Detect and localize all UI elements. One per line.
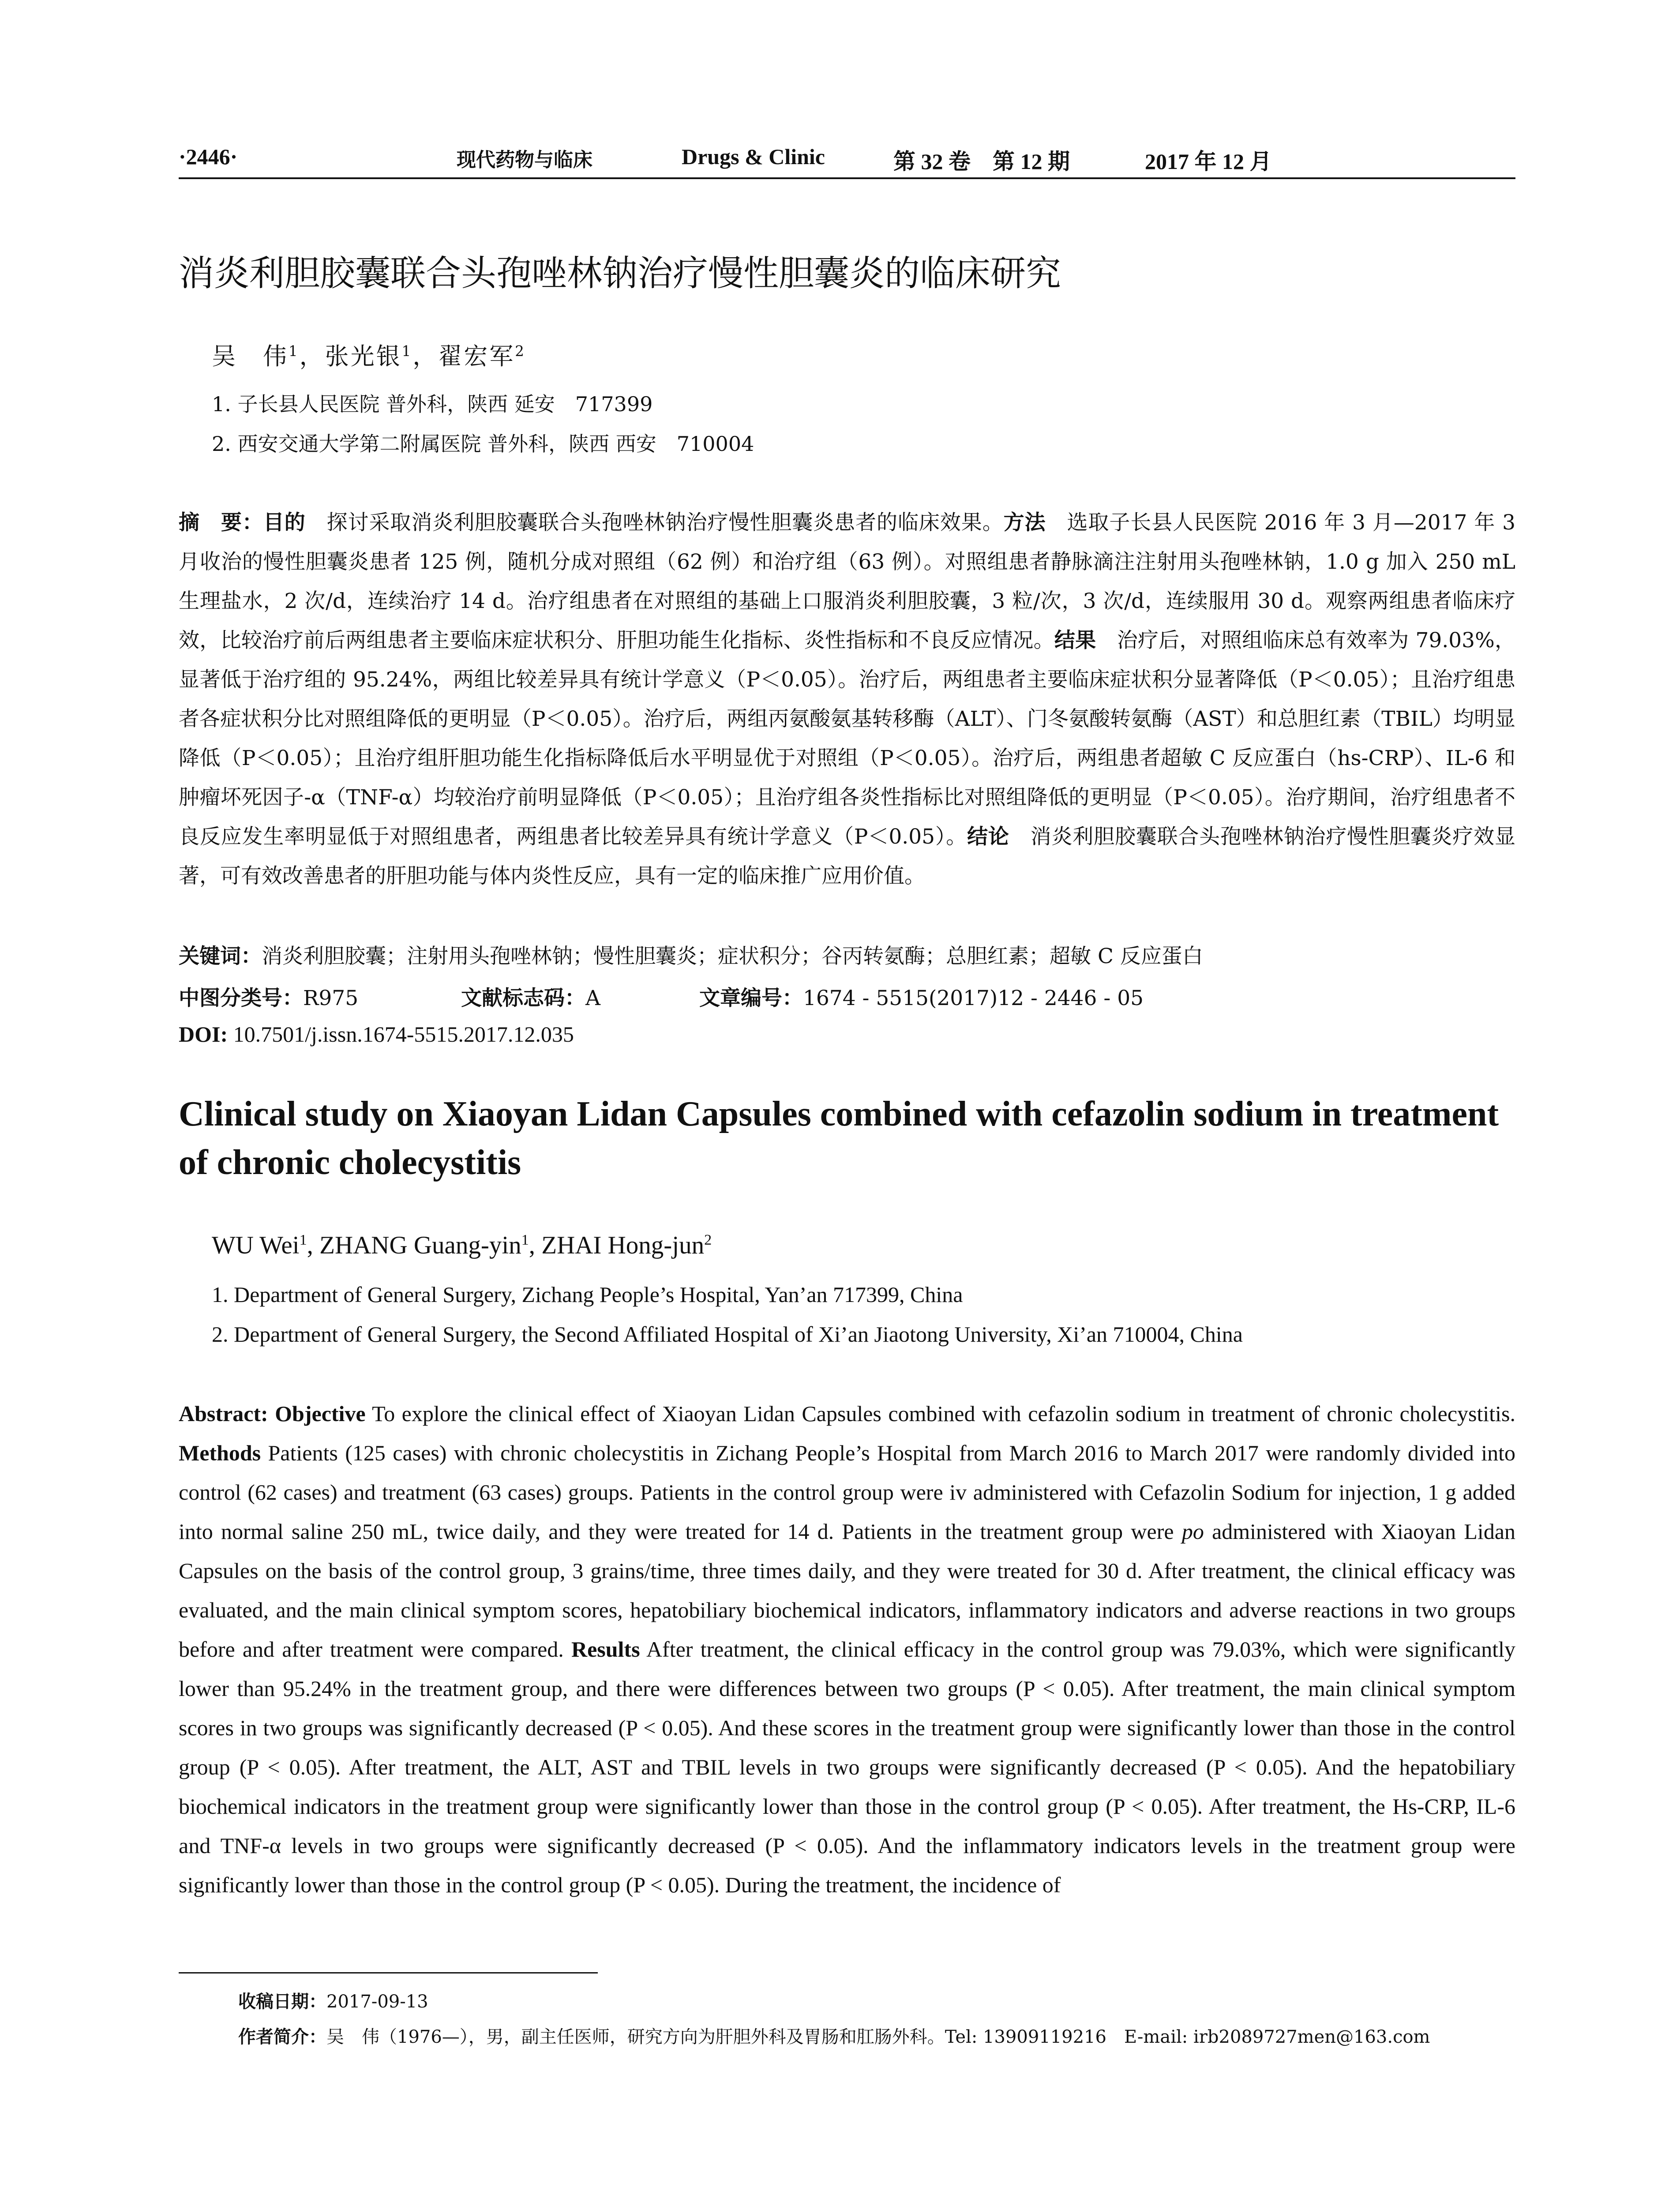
author-name: 吴 伟 <box>212 342 289 370</box>
author-bio-label: 作者简介： <box>238 2027 326 2047</box>
objective-label: Objective <box>275 1401 366 1426</box>
document-code <box>461 982 600 1011</box>
page-number: ·2446· <box>179 144 238 169</box>
doi-value: 10.7501/j.issn.1674-5515.2017.12.035 <box>228 1022 574 1047</box>
authors-cn <box>212 338 526 371</box>
conclusion-label: 结论 <box>967 825 1009 849</box>
author-affiliation-mark: 2 <box>515 343 526 360</box>
received-label: 收稿日期： <box>238 1992 326 2012</box>
methods-label: Methods <box>179 1441 261 1465</box>
document-code-label: 文献标志码： <box>461 986 585 1010</box>
methods-text-continued: administered with Xiaoyan Lidan Capsules on the basis of the control group, 3 grains/time, three times daily, and they were treated for 30 d. After treatment, the clinical efficacy was evaluated, and the main clinical symptom scores, hepatobiliary biochemical indicators, inflammatory indicators and adverse reactions in two groups before and after treatment were compared. <box>179 1519 1516 1662</box>
objective-text: To explore the clinical effect of Xiaoyan Lidan Capsules combined with cefazolin sodium in treatment of chronic cholecystitis. <box>365 1401 1515 1426</box>
author-separator: , <box>529 1231 542 1259</box>
header-rule <box>179 177 1515 179</box>
author-name: ZHANG Guang-yin <box>319 1231 521 1259</box>
abstract-en <box>179 1394 1515 1905</box>
title-cn: 消炎利胆胶囊联合头孢唑林钠治疗慢性胆囊炎的临床研究 <box>179 253 1061 294</box>
title-en: Clinical study on Xiaoyan Lidan Capsules combined with cefazolin sodium in treatment of chronic cholecystitis <box>179 1095 1499 1182</box>
methods-label: 方法 <box>1003 510 1046 535</box>
author-affiliation-mark: 1 <box>521 1232 529 1248</box>
issue-date: 2017 年 12 月 <box>1145 149 1272 174</box>
author-name: 翟宏军 <box>438 342 515 370</box>
results-text: After treatment, the clinical efficacy in the control group was 79.03%, which were significantly lower than 95.24% in the treatment group, and there were differences between two groups (P < 0.05). After treatment, the main clinical symptom scores in two groups was significantly decreased (P < 0.05). And these scores in the treatment group were significantly lower than those in the control group (P < 0.05). After treatment, the ALT, AST and TBIL levels in two groups were significantly decreased (P < 0.05). And the hepatobiliary biochemical indicators in the treatment group were significantly lower than those in the control group (P < 0.05). After treatment, the Hs-CRP, IL-6 and TNF-α levels in two groups were significantly decreased (P < 0.05). And the inflammatory indicators levels in the treatment group were significantly lower than those in the control group (P < 0.05). During the treatment, the incidence of <box>179 1637 1516 1897</box>
keywords-cn <box>179 940 1203 969</box>
author-affiliation-mark: 2 <box>704 1232 712 1248</box>
abstract-cn <box>179 503 1515 896</box>
running-header <box>179 140 1515 177</box>
doi-label: DOI: <box>179 1022 228 1047</box>
author-name: ZHAI Hong-jun <box>541 1231 705 1259</box>
author-bio: 吴 伟（1976—），男，副主任医师，研究方向为肝胆外科及胃肠和肛肠外科。Tel: 13909119216 E-mail: irb2089727men@163.com <box>326 2027 1430 2047</box>
conclusion-text: 消炎利胆胶囊联合头孢唑林钠治疗慢性胆囊炎疗效显著，可有效改善患者的肝胆功能与体内炎性反应，具有一定的临床推广应用价值。 <box>179 825 1516 888</box>
received-date: 2017-09-13 <box>326 1992 428 2012</box>
author-separator: ， <box>299 342 325 370</box>
results-label: Results <box>571 1637 640 1662</box>
author-affiliation-mark: 1 <box>401 343 413 360</box>
author-affiliation-mark: 1 <box>299 1232 307 1248</box>
clc-value: R975 <box>303 986 359 1010</box>
keywords-label: 关键词： <box>179 944 262 968</box>
author-name: WU Wei <box>212 1231 300 1259</box>
volume-issue: 第 32 卷 第 12 期 <box>893 149 1070 174</box>
author-separator: , <box>307 1231 320 1259</box>
abstract-label: 摘 要： <box>179 510 263 535</box>
affiliation-cn: 2. 西安交通大学第二附属医院 普外科，陕西 西安 710004 <box>212 432 754 456</box>
article-number <box>699 982 1144 1011</box>
footnote-rule <box>179 1972 598 1973</box>
journal-name-en: Drugs & Clinic <box>682 144 825 169</box>
author-affiliation-mark: 1 <box>289 343 300 360</box>
clc-number <box>179 982 358 1011</box>
clc-label: 中图分类号： <box>179 986 303 1010</box>
journal-name-cn: 现代药物与临床 <box>457 149 592 171</box>
doi <box>179 1021 574 1047</box>
methods-text: Patients (125 cases) with chronic cholecystitis in Zichang People’s Hospital from March 2016 to March 2017 were randomly divided into control (62 cases) and treatment (63 cases) groups. Patients in the control group were iv administered with Cefazolin Sodium for injection, 1 g added into normal saline 250 mL, twice daily, and they were treated for 14 d. Patients in the treatment group were <box>179 1441 1515 1544</box>
affiliation-en: 2. Department of General Surgery, the Second Affiliated Hospital of Xi’an Jiaotong University, Xi’an 710004, China <box>212 1322 1243 1347</box>
objective-text: 探讨采取消炎利胆胶囊联合头孢唑林钠治疗慢性胆囊炎患者的临床效果。 <box>305 510 1004 535</box>
objective-label: 目的 <box>263 510 306 535</box>
results-text: 治疗后，对照组临床总有效率为 79.03%，显著低于治疗组的 95.24%，两组比较差异具有统计学意义（P＜0.05）。治疗后，两组患者主要临床症状积分显著降低（P＜0.05）；且治疗组患者各症状积分比对照组降低的更明显（P＜0.05）。治疗后，两组丙氨酸氨基转移酶（ALT）、门冬氨酸转氨酶（AST）和总胆红素（TBIL）均明显降低（P＜0.05）；且治疗组肝胆功能生化指标降低后水平明显优于对照组（P＜0.05）。治疗后，两组患者超敏 C 反应蛋白（hs-CRP）、IL-6 和肿瘤坏死因子-α（TNF-α）均较治疗前明显降低（P＜0.05）；且治疗组各炎性指标比对照组降低的更明显（P＜0.05）。治疗期间，治疗组患者不良反应发生率明显低于对照组患者，两组患者比较差异具有统计学意义（P＜0.05）。 <box>179 628 1516 849</box>
article-number-value: 1674 - 5515(2017)12 - 2446 - 05 <box>803 986 1144 1010</box>
keywords-text: 消炎利胆胶囊；注射用头孢唑林钠；慢性胆囊炎；症状积分；谷丙转氨酶；总胆红素；超敏 C 反应蛋白 <box>262 944 1203 968</box>
results-label: 结果 <box>1054 628 1096 653</box>
affiliation-cn: 1. 子长县人民医院 普外科，陕西 延安 717399 <box>212 392 653 416</box>
abstract-label: Abstract: <box>179 1401 268 1426</box>
methods-po: po <box>1181 1519 1204 1544</box>
footnote-received <box>238 1988 428 2013</box>
affiliation-en: 1. Department of General Surgery, Zichang People’s Hospital, Yan’an 717399, China <box>212 1282 963 1307</box>
authors-en <box>212 1231 712 1260</box>
article-number-label: 文章编号： <box>699 986 803 1010</box>
methods-text: 选取子长县人民医院 2016 年 3 月—2017 年 3 月收治的慢性胆囊炎患者 125 例，随机分成对照组（62 例）和治疗组（63 例）。对照组患者静脉滴注注射用头孢唑林钠，1.0 g 加入 250 mL 生理盐水，2 次/d，连续治疗 14 d。治疗组患者在对照组的基础上口服消炎利胆胶囊，3 粒/次，3 次/d，连续服用 30 d。观察两组患者临床疗效，比较治疗前后两组患者主要临床症状积分、肝胆功能生化指标、炎性指标和不良反应情况。 <box>179 510 1516 653</box>
footnote-author <box>238 2023 1430 2048</box>
author-name: 张光银 <box>325 342 402 370</box>
author-separator: ， <box>412 342 439 370</box>
document-code-value: A <box>585 986 600 1010</box>
